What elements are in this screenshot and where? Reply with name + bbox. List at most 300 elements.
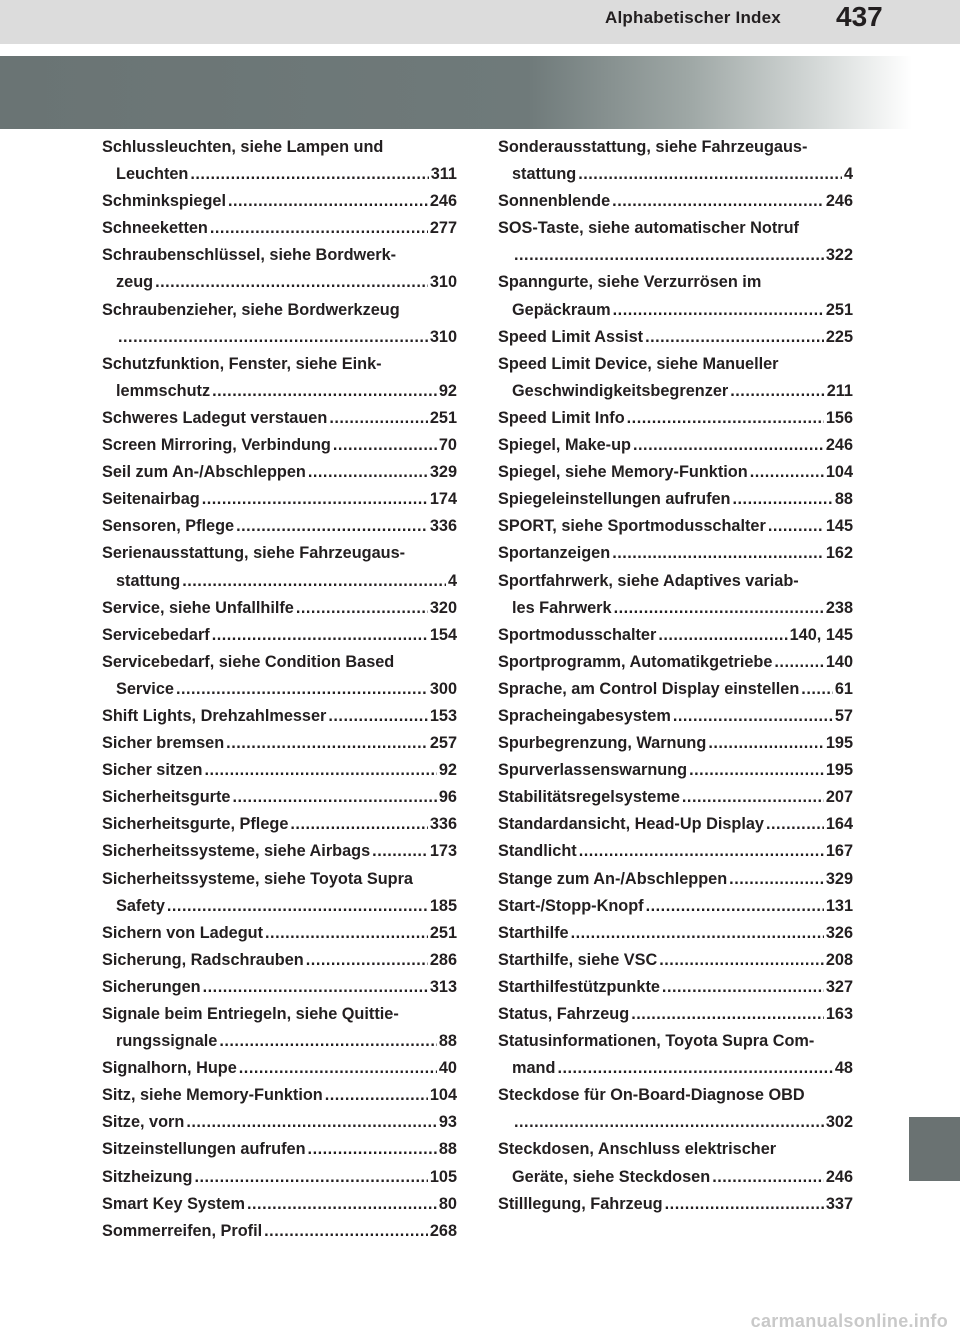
entry-text: Screen Mirroring, Verbindung <box>102 436 331 455</box>
dot-leader <box>633 432 824 459</box>
entry-text: Schraubenzieher, siehe Bordwerkzeug <box>102 300 400 319</box>
entry-text: Leuchten <box>116 165 189 184</box>
entry-page-number: 80 <box>438 1194 457 1213</box>
entry-term <box>498 432 853 459</box>
dot-leader <box>614 595 824 622</box>
entry-page-number: 246 <box>825 1167 853 1186</box>
entry-page-number: 163 <box>825 1005 853 1023</box>
entry-term <box>102 486 457 513</box>
entry-page-number: 329 <box>825 869 853 888</box>
entry-text: Sitzheizung <box>102 1167 193 1186</box>
entry-text: Sonnenblende <box>498 192 611 211</box>
dot-leader <box>308 459 428 486</box>
entry-term-continuation <box>102 568 457 595</box>
entry-term-continuation <box>498 595 853 622</box>
entry-term <box>498 459 853 486</box>
entry-term <box>498 269 853 296</box>
entry-text: Sicherheitssysteme, siehe Toyota Supra <box>102 869 413 888</box>
entry-term <box>498 351 853 378</box>
entry-page-number: 48 <box>834 1059 853 1078</box>
index-entry <box>498 134 853 188</box>
watermark: carmanualsonline.info <box>750 1311 948 1331</box>
entry-text: stattung <box>116 571 181 590</box>
entry-page-number: 251 <box>825 300 853 319</box>
dot-leader <box>682 784 824 811</box>
entry-term <box>498 649 853 676</box>
dot-leader <box>659 947 824 974</box>
index-entry <box>498 1136 853 1190</box>
entry-text: Sportfahrwerk, siehe Adaptives variab- <box>498 571 799 590</box>
index-entry <box>102 649 457 703</box>
entry-page-number: 238 <box>825 598 853 617</box>
index-entry <box>102 974 457 1001</box>
entry-term <box>498 838 853 865</box>
entry-page-number: 4 <box>843 165 853 184</box>
entry-text: Schminkspiegel <box>102 192 226 211</box>
index-entry <box>498 920 853 947</box>
entry-page-number: 246 <box>429 192 457 211</box>
dot-leader <box>308 1136 437 1163</box>
entry-text: Schlussleuchten, siehe Lampen und <box>102 138 384 156</box>
dot-leader <box>247 1191 437 1218</box>
entry-term <box>498 540 853 567</box>
index-entry <box>498 757 853 784</box>
dot-leader <box>612 188 824 215</box>
index-entry <box>498 1191 853 1218</box>
entry-page-number: 92 <box>438 381 457 400</box>
dot-leader <box>730 378 824 405</box>
entry-page-number: 140 <box>825 652 853 671</box>
index-entry <box>498 459 853 486</box>
entry-text: Shift Lights, Drehzahlmesser <box>102 706 327 725</box>
entry-text: Start-/Stopp-Knopf <box>498 896 644 915</box>
entry-page-number: 322 <box>825 246 853 265</box>
entry-term <box>498 676 853 703</box>
index-entry <box>498 730 853 757</box>
dot-leader <box>264 1218 428 1245</box>
dot-leader <box>203 974 428 1001</box>
dot-leader <box>176 676 428 703</box>
entry-text: Spurbegrenzung, Warnung <box>498 734 707 753</box>
entry-page-number: 88 <box>438 1032 457 1051</box>
entry-page-number: 145 <box>825 517 853 536</box>
entry-text: Sprache, am Control Display einstellen <box>498 679 800 698</box>
index-entry <box>102 1001 457 1055</box>
entry-term-continuation <box>102 324 457 351</box>
entry-term-continuation <box>498 1164 853 1191</box>
entry-text: Signale beim Entriegeln, siehe Quittie- <box>102 1005 399 1023</box>
index-entry <box>498 1028 853 1082</box>
entry-text: les Fahrwerk <box>512 598 612 617</box>
entry-text: Spiegel, Make-up <box>498 436 631 455</box>
entry-text: Sicherungen <box>102 977 201 996</box>
entry-term <box>102 1109 457 1136</box>
index-entry <box>102 703 457 730</box>
dot-leader <box>182 568 446 595</box>
entry-text: Speed Limit Assist <box>498 327 644 346</box>
entry-term <box>102 730 457 757</box>
entry-page-number: 104 <box>825 463 853 482</box>
dot-leader <box>646 893 824 920</box>
entry-term <box>498 893 853 920</box>
dot-leader <box>766 811 824 838</box>
entry-text: Schutzfunktion, Fenster, siehe Eink- <box>102 354 382 373</box>
entry-term <box>498 188 853 215</box>
entry-term <box>498 486 853 513</box>
entry-text: Sicherheitssysteme, siehe Airbags <box>102 842 371 861</box>
entry-text: Starthilfestützpunkte <box>498 977 660 996</box>
index-entry <box>498 838 853 865</box>
entry-text: Signalhorn, Hupe <box>102 1059 237 1078</box>
dot-leader <box>290 811 427 838</box>
entry-page-number: 173 <box>429 842 457 861</box>
index-column-right <box>498 134 853 1218</box>
index-entry <box>102 866 457 920</box>
entry-page-number: 156 <box>825 408 853 427</box>
entry-page-number: 251 <box>429 408 457 427</box>
index-entry <box>498 405 853 432</box>
dot-leader <box>167 893 428 920</box>
entry-text: Seitenairbag <box>102 490 200 509</box>
entry-page-number: 88 <box>438 1140 457 1159</box>
dot-leader <box>712 1164 824 1191</box>
entry-text: Sicherung, Radschrauben <box>102 950 304 969</box>
dot-leader <box>613 297 824 324</box>
entry-term <box>498 811 853 838</box>
entry-text: Spracheingabesystem <box>498 706 671 725</box>
dot-leader <box>750 459 824 486</box>
index-entry <box>498 974 853 1001</box>
dot-leader <box>210 215 428 242</box>
index-entry <box>498 432 853 459</box>
entry-text: Gepäckraum <box>512 300 611 319</box>
entry-text: SPORT, siehe Sportmodusschalter <box>498 517 766 536</box>
dot-leader <box>768 513 824 540</box>
entry-term <box>102 1164 457 1191</box>
index-entry <box>102 215 457 242</box>
index-entry <box>498 866 853 893</box>
entry-text: Sicher bremsen <box>102 734 225 753</box>
index-entry <box>102 1191 457 1218</box>
dot-leader <box>372 838 428 865</box>
entry-page-number: 310 <box>429 327 457 346</box>
dot-leader <box>658 622 787 649</box>
dot-leader <box>733 486 833 513</box>
entry-term <box>498 513 853 540</box>
entry-page-number: 327 <box>825 977 853 996</box>
entry-page-number: 336 <box>429 815 457 834</box>
index-entry <box>102 838 457 865</box>
entry-term <box>498 1082 853 1109</box>
entry-text: Servicebedarf, siehe Condition Based <box>102 652 395 671</box>
index-entry <box>498 269 853 323</box>
entry-page-number: 268 <box>429 1221 457 1240</box>
entry-text: Servicebedarf <box>102 625 210 644</box>
entry-text: Steckdose für On-Board-Diagnose OBD <box>498 1086 805 1105</box>
index-entry <box>102 595 457 622</box>
entry-term <box>102 351 457 378</box>
entry-text: Sitzeinstellungen aufrufen <box>102 1140 306 1159</box>
entry-term <box>102 540 457 567</box>
entry-text: Sportmodusschalter <box>498 625 657 644</box>
index-entry <box>498 1001 853 1028</box>
entry-page-number: 96 <box>438 788 457 807</box>
entry-page-number: 164 <box>825 815 853 834</box>
entry-text: Starthilfe <box>498 923 569 942</box>
entry-term-continuation <box>102 269 457 296</box>
entry-page-number: 174 <box>429 490 457 509</box>
header-banner <box>0 56 960 129</box>
entry-text: Service <box>116 679 174 698</box>
entry-term <box>498 1191 853 1218</box>
entry-page-number: 162 <box>825 544 853 563</box>
entry-page-number: 313 <box>429 977 457 996</box>
entry-term <box>102 920 457 947</box>
entry-page-number: 185 <box>429 896 457 915</box>
index-entry <box>498 1082 853 1136</box>
entry-term <box>498 730 853 757</box>
index-entry <box>102 513 457 540</box>
entry-text: Schneeketten <box>102 219 208 238</box>
index-entry <box>498 540 853 567</box>
dot-leader <box>662 974 824 1001</box>
index-entry <box>102 1082 457 1109</box>
entry-term <box>102 134 457 161</box>
entry-term <box>102 297 457 324</box>
index-entry <box>498 324 853 351</box>
entry-page-number: 277 <box>429 219 457 238</box>
entry-term <box>102 459 457 486</box>
entry-page-number: 286 <box>429 950 457 969</box>
entry-text: Safety <box>116 896 165 915</box>
index-entry <box>102 432 457 459</box>
entry-page-number: 104 <box>429 1086 457 1105</box>
entry-term <box>498 757 853 784</box>
entry-term <box>498 324 853 351</box>
entry-page-number: 246 <box>825 192 853 211</box>
entry-term <box>498 703 853 730</box>
entry-term-continuation <box>102 893 457 920</box>
dot-leader <box>514 242 824 269</box>
index-entry <box>498 703 853 730</box>
entry-text: Service, siehe Unfallhilfe <box>102 598 294 617</box>
entry-text: Seil zum An-/Abschleppen <box>102 463 306 482</box>
entry-text: Sportprogramm, Automatikgetriebe <box>498 652 773 671</box>
entry-text: Sonderausstattung, siehe Fahrzeugaus- <box>498 138 808 156</box>
entry-page-number: 302 <box>825 1113 853 1132</box>
entry-page-number: 329 <box>429 463 457 482</box>
entry-text: Spiegel, siehe Memory-Funktion <box>498 463 748 482</box>
index-entry <box>102 757 457 784</box>
entry-term <box>102 405 457 432</box>
entry-term <box>102 622 457 649</box>
entry-text: Sicher sitzen <box>102 761 203 780</box>
dot-leader <box>226 730 428 757</box>
index-column-left <box>102 134 457 1245</box>
entry-text: Geräte, siehe Steckdosen <box>512 1167 711 1186</box>
index-entry <box>102 242 457 296</box>
index-entry <box>498 811 853 838</box>
dot-leader <box>219 1028 437 1055</box>
dot-leader <box>774 649 823 676</box>
dot-leader <box>627 405 824 432</box>
dot-leader <box>212 622 428 649</box>
entry-text: Smart Key System <box>102 1194 245 1213</box>
dot-leader <box>202 486 428 513</box>
entry-term <box>102 866 457 893</box>
entry-text: Spurverlassenswarnung <box>498 761 688 780</box>
entry-text: SOS-Taste, siehe automatischer Notruf <box>498 219 799 238</box>
index-entry <box>102 730 457 757</box>
dot-leader <box>578 161 842 188</box>
entry-term-continuation <box>498 242 853 269</box>
dot-leader <box>579 838 824 865</box>
dot-leader <box>296 595 428 622</box>
entry-page-number: 93 <box>438 1113 457 1132</box>
entry-text: Speed Limit Info <box>498 408 625 427</box>
entry-text: Serienausstattung, siehe Fahrzeugaus- <box>102 544 406 563</box>
dot-leader <box>155 269 428 296</box>
dot-leader <box>325 1082 428 1109</box>
entry-term-continuation <box>102 378 457 405</box>
index-entry <box>102 405 457 432</box>
entry-term <box>102 784 457 811</box>
entry-term <box>498 405 853 432</box>
entry-term <box>498 134 853 161</box>
entry-term <box>498 1136 853 1163</box>
entry-term <box>102 757 457 784</box>
index-entry <box>498 568 853 622</box>
dot-leader <box>204 757 436 784</box>
dot-leader <box>190 161 428 188</box>
entry-page-number: 225 <box>825 327 853 346</box>
index-entry <box>498 351 853 405</box>
entry-page-number: 167 <box>825 842 853 861</box>
entry-page-number: 154 <box>429 625 457 644</box>
page-number: 437 <box>836 1 883 32</box>
index-entry <box>102 297 457 351</box>
entry-page-number: 105 <box>429 1167 457 1186</box>
index-entry <box>498 947 853 974</box>
entry-term-continuation <box>102 676 457 703</box>
dot-leader <box>186 1109 437 1136</box>
entry-term <box>498 215 853 242</box>
index-entry <box>102 622 457 649</box>
entry-page-number: 195 <box>825 734 853 753</box>
section-title: Alphabetischer Index <box>605 8 781 27</box>
entry-text: zeug <box>116 273 154 292</box>
index-entry <box>498 676 853 703</box>
index-entry <box>498 215 853 269</box>
dot-leader <box>333 432 437 459</box>
entry-text: lemmschutz <box>116 381 211 400</box>
entry-text: Steckdosen, Anschluss elektrischer <box>498 1140 777 1159</box>
dot-leader <box>665 1191 824 1218</box>
index-entry <box>102 947 457 974</box>
index-entry <box>498 513 853 540</box>
entry-page-number: 246 <box>825 436 853 455</box>
entry-page-number: 4 <box>447 571 457 590</box>
entry-page-number: 195 <box>825 761 853 780</box>
dot-leader <box>557 1055 832 1082</box>
entry-text: Standlicht <box>498 842 577 861</box>
entry-term <box>498 568 853 595</box>
entry-text: Schraubenschlüssel, siehe Bordwerk- <box>102 246 397 265</box>
entry-term <box>102 649 457 676</box>
entry-text: Spanngurte, siehe Verzurrösen im <box>498 273 762 292</box>
dot-leader <box>265 920 428 947</box>
entry-term-continuation <box>498 378 853 405</box>
entry-term <box>102 513 457 540</box>
dot-leader <box>801 676 833 703</box>
entry-term <box>102 595 457 622</box>
entry-page-number: 337 <box>825 1194 853 1213</box>
dot-leader <box>236 513 428 540</box>
entry-term <box>102 432 457 459</box>
entry-text: Sensoren, Pflege <box>102 517 235 536</box>
entry-term <box>102 1218 457 1245</box>
entry-term <box>498 622 853 649</box>
dot-leader <box>328 703 427 730</box>
entry-term-continuation <box>102 1028 457 1055</box>
entry-page-number: 57 <box>834 706 853 725</box>
entry-text: rungssignale <box>116 1032 218 1051</box>
entry-page-number: 70 <box>438 436 457 455</box>
dot-leader <box>729 866 824 893</box>
entry-page-number: 61 <box>834 679 853 698</box>
entry-term <box>102 1001 457 1028</box>
index-entry <box>102 134 457 188</box>
dot-leader <box>232 784 436 811</box>
entry-text: Sicherheitsgurte, Pflege <box>102 815 289 834</box>
dot-leader <box>239 1055 437 1082</box>
entry-term <box>498 920 853 947</box>
entry-page-number: 40 <box>438 1059 457 1078</box>
entry-text: Stilllegung, Fahrzeug <box>498 1194 663 1213</box>
entry-page-number: 320 <box>429 598 457 617</box>
entry-text: Sportanzeigen <box>498 544 611 563</box>
entry-page-number: 310 <box>429 273 457 292</box>
entry-page-number: 131 <box>825 896 853 915</box>
entry-term <box>102 811 457 838</box>
index-entry <box>102 811 457 838</box>
dot-leader <box>645 324 824 351</box>
entry-text: Sicherheitsgurte <box>102 788 231 807</box>
entry-term <box>102 242 457 269</box>
entry-term-continuation <box>102 161 457 188</box>
entry-page-number: 300 <box>429 679 457 698</box>
index-entry <box>102 1055 457 1082</box>
entry-text: Geschwindigkeitsbegrenzer <box>512 381 729 400</box>
entry-text: stattung <box>512 165 577 184</box>
entry-text: mand <box>512 1059 556 1078</box>
index-entry <box>102 784 457 811</box>
index-entry <box>102 351 457 405</box>
entry-page-number: 336 <box>429 517 457 536</box>
entry-term <box>498 1028 853 1055</box>
dot-leader <box>631 1001 824 1028</box>
index-entry <box>102 1164 457 1191</box>
entry-text: Sitz, siehe Memory-Funktion <box>102 1086 323 1105</box>
entry-term-continuation <box>498 297 853 324</box>
entry-term-continuation <box>498 161 853 188</box>
index-entry <box>498 622 853 649</box>
entry-term <box>102 838 457 865</box>
index-entry <box>498 893 853 920</box>
dot-leader <box>306 947 428 974</box>
entry-term <box>498 974 853 1001</box>
entry-term <box>102 188 457 215</box>
